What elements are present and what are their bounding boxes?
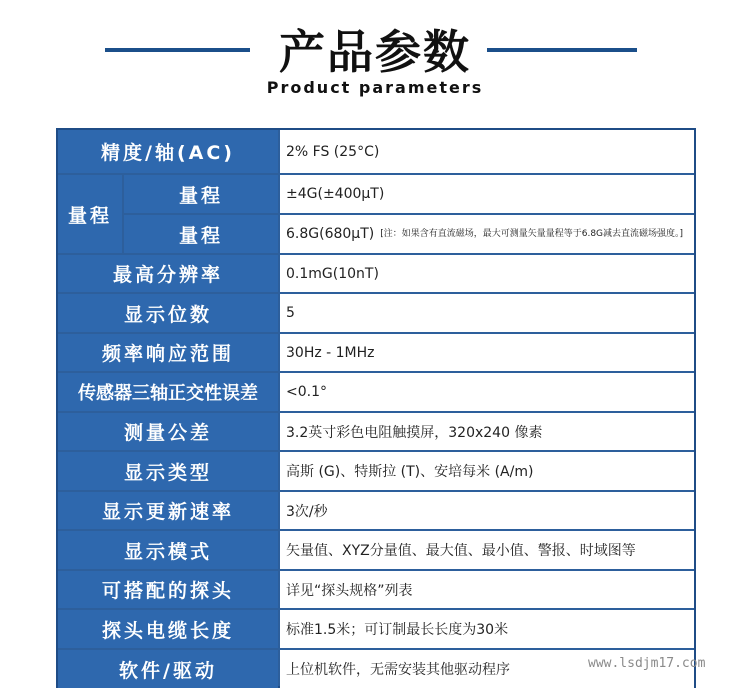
row-value-range-2 xyxy=(280,215,694,253)
row-value-range-1: ±4G(±400μT) xyxy=(280,175,694,213)
row-label-frequency: 频率响应范围 xyxy=(58,334,278,371)
range-2-value: 6.8G(680μT) xyxy=(286,226,375,242)
row-value-resolution: 0.1mG(10nT) xyxy=(280,255,694,292)
row-value-display-mode: 矢量值、XYZ分量值、最大值、最小值、警报、时域图等 xyxy=(280,531,694,569)
page-subtitle: Product parameters xyxy=(266,78,484,97)
row-label-orthogonality: 传感器三轴正交性误差 xyxy=(58,373,278,411)
row-label-update-rate: 显示更新速率 xyxy=(58,492,278,529)
row-label-display-type: 显示类型 xyxy=(58,452,278,490)
page-title: 产品参数 xyxy=(279,25,471,79)
row-label-resolution: 最高分辨率 xyxy=(58,255,278,292)
watermark-text: www.lsdjm17.com xyxy=(588,656,706,671)
row-label-display-mode: 显示模式 xyxy=(58,531,278,569)
row-value-display-digits: 5 xyxy=(280,294,694,332)
page-header xyxy=(0,0,750,120)
row-value-display-type: 高斯 (G)、特斯拉 (T)、安培每米 (A/m) xyxy=(280,452,694,490)
range-2-note: [注：如果含有直流磁场，最大可测量矢量量程等于6.8G减去直流磁场强度。] xyxy=(380,228,684,239)
row-value-probes: 详见“探头规格”列表 xyxy=(280,571,694,608)
row-group-range: 量程 xyxy=(58,175,122,253)
row-value-update-rate: 3次/秒 xyxy=(280,492,694,529)
row-value-tolerance: 3.2英寸彩色电阻触摸屏，320x240 像素 xyxy=(280,413,694,450)
row-label-cable-length: 探头电缆长度 xyxy=(58,610,278,648)
row-label-probes: 可搭配的探头 xyxy=(58,571,278,608)
row-value-accuracy: 2% FS (25°C) xyxy=(280,130,694,173)
row-sublabel-range-2: 量程 xyxy=(124,215,278,253)
row-value-cable-length: 标准1.5米；可订制最长长度为30米 xyxy=(280,610,694,648)
row-sublabel-range-1: 量程 xyxy=(124,175,278,213)
row-value-orthogonality: <0.1° xyxy=(280,373,694,411)
row-value-software: 上位机软件，无需安装其他驱动程序 xyxy=(280,650,694,688)
parameters-table xyxy=(56,128,696,688)
row-label-display-digits: 显示位数 xyxy=(58,294,278,332)
row-label-tolerance: 测量公差 xyxy=(58,413,278,450)
row-value-frequency: 30Hz - 1MHz xyxy=(280,334,694,371)
row-label-software: 软件/驱动 xyxy=(58,650,278,688)
row-label-accuracy: 精度/轴(AC) xyxy=(58,130,278,173)
